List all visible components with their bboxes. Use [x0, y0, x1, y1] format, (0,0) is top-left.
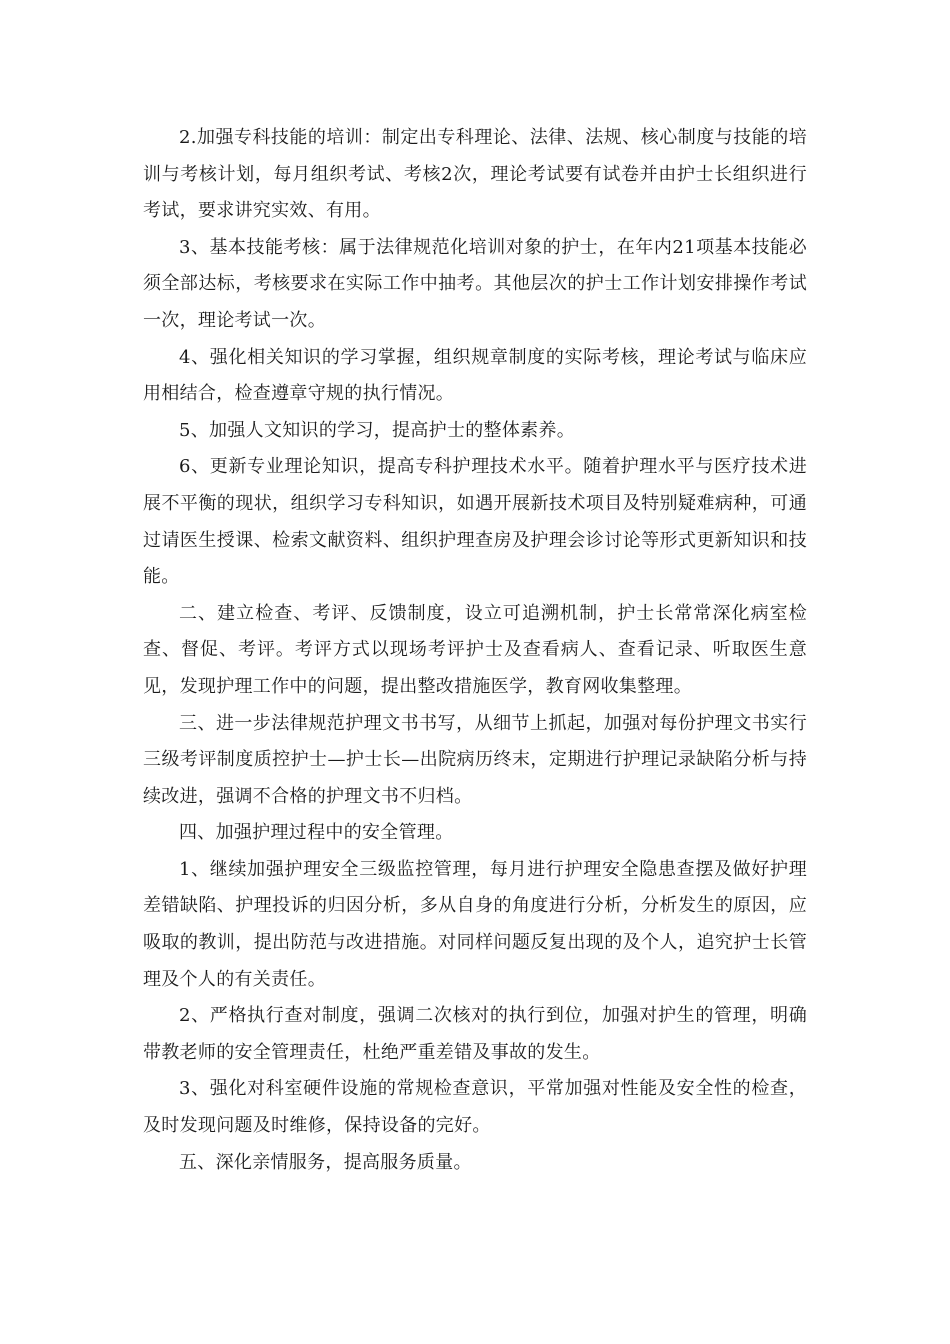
paragraph-humanities: 5、加强人文知识的学习，提高护士的整体素养。: [179, 419, 576, 441]
paragraph-safety-monitoring: 1、继续加强护理安全三级监控管理，每月进行护理安全隐患查摆及做好护理差错缺陷、护理投诉的归因分析，多从自身的角度进行分析，分析发生的原因，应吸取的教训，提出防范与改进措施。对同样问题反复出现的及个人，追究护士长管理及个人的有关责任。: [143, 858, 807, 990]
document-body: [143, 120, 807, 1181]
paragraph-checking-system: 2、严格执行查对制度，强调二次核对的执行到位，加强对护生的管理，明确带教老师的安全管理责任，杜绝严重差错及事故的发生。: [143, 1005, 807, 1063]
paragraph-section-three: 三、进一步法律规范护理文书书写，从细节上抓起，加强对每份护理文书实行三级考评制度质控护士—护士长—出院病历终末，定期进行护理记录缺陷分析与持续改进，强调不合格的护理文书不归档。: [143, 712, 807, 807]
paragraph-section-two: 二、建立检查、考评、反馈制度，设立可追溯机制，护士长常常深化病室检查、督促、考评。考评方式以现场考评护士及查看病人、查看记录、听取医生意见，发现护理工作中的问题，提出整改措施医学，教育网收集整理。: [143, 602, 807, 697]
paragraph-basic-skill-assessment: 3、基本技能考核：属于法律规范化培训对象的护士，在年内21项基本技能必须全部达标，考核要求在实际工作中抽考。其他层次的护士工作计划安排操作考试一次，理论考试一次。: [143, 236, 807, 331]
paragraph-theory-update: 6、更新专业理论知识，提高专科护理技术水平。随着护理水平与医疗技术进展不平衡的现状，组织学习专科知识，如遇开展新技术项目及特别疑难病种，可通过请医生授课、检索文献资料、组织护理查房及护理会诊讨论等形式更新知识和技能。: [143, 456, 807, 588]
paragraph-section-four: 四、加强护理过程中的安全管理。: [179, 822, 454, 844]
paragraph-knowledge-mastery: 4、强化相关知识的学习掌握，组织规章制度的实际考核，理论考试与临床应用相结合，检查遵章守规的执行情况。: [143, 346, 807, 405]
paragraph-section-five: 五、深化亲情服务，提高服务质量。: [179, 1151, 472, 1173]
paragraph-skill-training: 2.加强专科技能的培训：制定出专科理论、法律、法规、核心制度与技能的培训与考核计划，每月组织考试、考核2次，理论考试要有试卷并由护士长组织进行考试，要求讲究实效、有用。: [143, 127, 807, 222]
paragraph-hardware-inspection: 3、强化对科室硬件设施的常规检查意识，平常加强对性能及安全性的检查，及时发现问题及时维修，保持设备的完好。: [143, 1078, 807, 1137]
